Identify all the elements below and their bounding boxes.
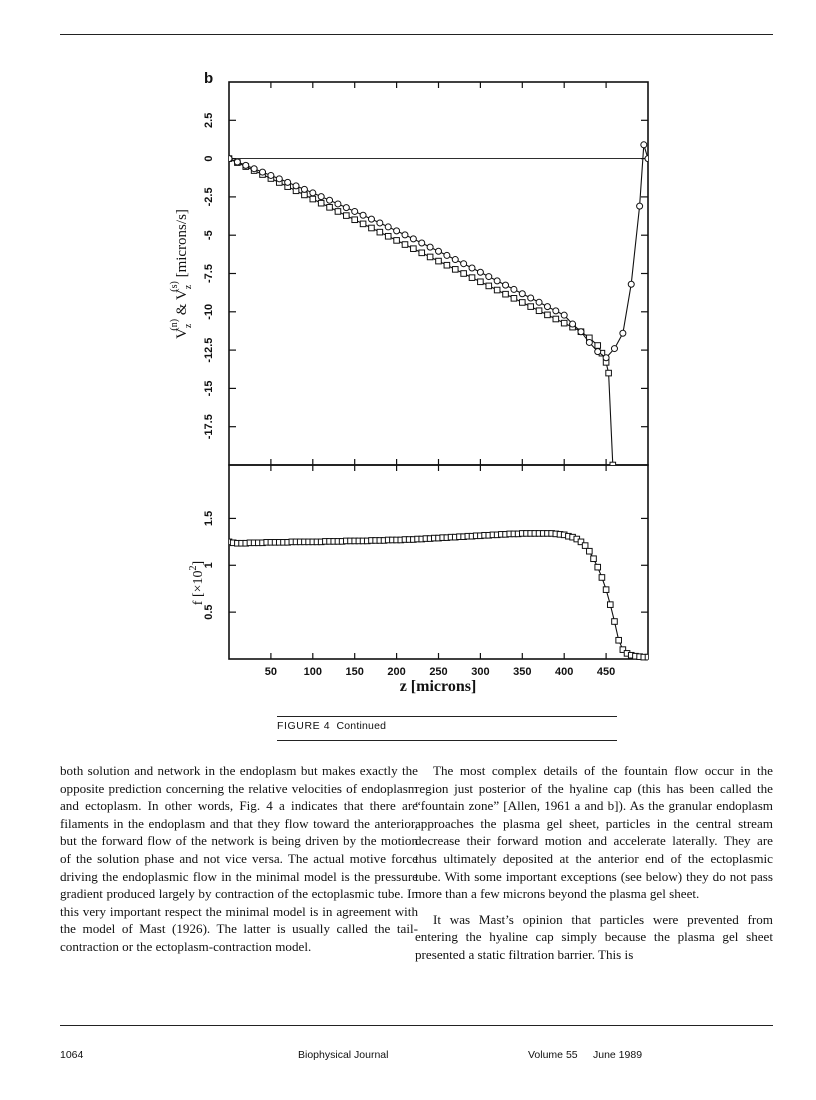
data-point — [519, 291, 525, 297]
data-point — [335, 201, 341, 207]
x-tick-label: 100 — [303, 666, 322, 678]
y-axis-label-part: V — [174, 328, 190, 339]
caption-text: Continued — [336, 720, 387, 732]
data-point — [520, 300, 526, 306]
y-tick-label: -2.5 — [203, 187, 215, 207]
data-point — [606, 370, 612, 376]
data-point — [226, 156, 232, 162]
y-axis-label-part: & — [174, 300, 190, 319]
data-point — [528, 295, 534, 301]
data-point — [276, 176, 282, 182]
right-column — [415, 762, 773, 964]
data-point — [610, 462, 616, 468]
y-tick-label: 2.5 — [203, 112, 215, 128]
data-point — [528, 304, 534, 310]
footer-journal: Biophysical Journal — [298, 1049, 389, 1061]
data-point — [477, 269, 483, 275]
data-point — [536, 308, 542, 314]
y-tick-label: -7.5 — [203, 264, 215, 283]
data-point — [394, 238, 400, 244]
data-point — [360, 221, 366, 227]
data-point — [511, 296, 517, 302]
data-point — [595, 349, 601, 355]
data-point — [536, 299, 542, 305]
data-point — [402, 242, 408, 248]
data-point — [368, 216, 374, 222]
panel-label: b — [204, 70, 214, 87]
data-point — [503, 282, 509, 288]
x-tick-label: 250 — [429, 666, 448, 678]
data-point — [511, 286, 517, 292]
data-point — [427, 254, 433, 260]
left-column — [60, 762, 418, 956]
data-point — [578, 329, 584, 335]
data-point — [310, 196, 316, 202]
paragraph: both solution and network in the endoplasm but makes exactly the opposite prediction concerning the relative velocities of endoplasm and ectoplasm. In other words, Fig. 4 a indicates that there are filaments in the endoplasm and that they flow toward the anterior, but the forward flow of the network is being driven by the motion of the solution phase and not vice versa. The actual motive force driving the endoplasmic flow in the minimal model is the pressure gradient produced largely by contraction of the ectoplasmic tube. In this very important respect the minimal model is in agreement with the model of Mast (1926). The latter is usually called the tail-contraction or the ectoplasm-contraction model. — [60, 763, 418, 954]
y-axis-label-part: f [×10 — [191, 570, 206, 606]
y-axis-label — [169, 209, 194, 339]
y-axis-label-part: z — [183, 284, 194, 290]
data-point — [310, 190, 316, 196]
data-point — [620, 330, 626, 336]
data-point — [595, 343, 601, 349]
data-point — [570, 321, 576, 327]
y-tick-label: -5 — [203, 230, 215, 241]
x-tick-label: 200 — [387, 666, 406, 678]
y-tick-label: -12.5 — [203, 337, 215, 363]
top-plot-frame — [229, 82, 648, 465]
data-point — [494, 278, 500, 284]
data-point — [637, 203, 643, 209]
data-point — [344, 213, 350, 219]
x-tick-label: 50 — [264, 666, 278, 678]
data-point — [461, 271, 467, 277]
data-point — [419, 250, 425, 256]
x-tick-label: 150 — [345, 666, 364, 678]
y-axis-label-part: z — [183, 323, 194, 329]
footer-page-number: 1064 — [60, 1049, 84, 1061]
data-point — [645, 156, 651, 162]
data-point — [419, 240, 425, 246]
data-point — [587, 548, 593, 554]
data-point — [436, 248, 442, 254]
data-point — [377, 229, 383, 235]
data-point — [561, 320, 567, 326]
y-axis-label-part: 2 — [188, 565, 199, 571]
footer-volume: Volume 55 — [528, 1049, 578, 1061]
data-point — [561, 312, 567, 318]
data-point — [444, 252, 450, 258]
data-point — [545, 312, 551, 318]
data-point — [612, 619, 618, 625]
data-point — [494, 287, 500, 293]
x-tick-label: 300 — [471, 666, 490, 678]
caption-label: FIGURE 4 — [277, 720, 331, 732]
data-point — [377, 220, 383, 226]
data-point — [327, 197, 333, 203]
y-axis-label-part: [microns/s] — [174, 209, 190, 282]
data-point — [469, 275, 475, 281]
data-point — [603, 355, 609, 361]
data-point — [586, 339, 592, 345]
data-point — [444, 262, 450, 268]
paragraph: The most complex details of the fountain flow occur in the region just posterior of the hyaline cap (this has been called the “fountain zone” [Allen, 1961 a and b]). As the granular endoplasm approaches the plasma gel sheet, particles in the central stream decrease their forward motion and accelerate laterally. They are thus ultimately deposited at the anterior end of the ectoplasmic tube. With some important exceptions (see below) they do not pass more than a few microns beyond the plasma gel sheet. — [415, 763, 773, 902]
data-point — [352, 217, 358, 223]
data-point — [318, 200, 324, 206]
data-point — [486, 274, 492, 280]
data-point — [469, 265, 475, 271]
data-point — [402, 232, 408, 238]
data-point — [553, 308, 559, 314]
data-point — [385, 233, 391, 239]
data-point — [285, 179, 291, 185]
y-tick-label: 1 — [203, 562, 215, 569]
f-series-line — [229, 533, 648, 657]
data-point — [452, 257, 458, 263]
y-axis-label-part: (n) — [169, 318, 180, 331]
y-tick-label: 0 — [203, 155, 215, 162]
y-axis-label-part: V — [174, 289, 190, 301]
data-point — [599, 575, 605, 581]
caption-rule-top — [277, 716, 617, 717]
x-tick-label: 450 — [596, 666, 616, 678]
bottom-plot-frame — [229, 465, 648, 659]
data-point — [616, 637, 622, 643]
y-tick-label: 1.5 — [203, 510, 215, 527]
data-point — [302, 192, 308, 198]
data-point — [411, 246, 417, 252]
x-tick-label: 400 — [555, 666, 574, 678]
data-point — [628, 281, 634, 287]
data-point — [607, 602, 613, 608]
y-tick-label: -17.5 — [203, 414, 215, 440]
x-tick-label: 350 — [513, 666, 532, 678]
data-point — [243, 162, 249, 168]
y-axis-label-part: (s) — [169, 281, 180, 292]
data-point — [260, 169, 266, 175]
figure-caption — [277, 720, 386, 732]
data-point — [318, 194, 324, 200]
footer-date: June 1989 — [593, 1049, 643, 1061]
data-point — [335, 209, 341, 215]
data-point — [595, 564, 601, 570]
data-point — [427, 244, 433, 250]
paragraph: It was Mast’s opinion that particles were prevented from entering the hyaline cap simply because the plasma gel sheet presented a static filtration barrier. This is — [415, 911, 773, 962]
x-axis-label: z [microns] — [399, 678, 477, 695]
data-point — [343, 205, 349, 211]
data-point — [645, 654, 651, 660]
data-point — [486, 283, 492, 289]
data-point — [360, 212, 366, 218]
data-point — [352, 208, 358, 214]
data-point — [461, 261, 467, 267]
data-point — [410, 236, 416, 242]
data-point — [394, 228, 400, 234]
data-point — [385, 224, 391, 230]
data-point — [268, 172, 274, 178]
footer-rule — [60, 1025, 773, 1026]
data-point — [503, 291, 509, 297]
data-point — [582, 543, 588, 549]
data-point — [603, 587, 609, 593]
data-point — [293, 183, 299, 189]
data-point — [544, 304, 550, 310]
data-point — [452, 267, 458, 273]
data-point — [591, 556, 597, 562]
data-point — [234, 159, 240, 165]
data-point — [641, 142, 647, 148]
y-tick-label: -15 — [203, 380, 215, 397]
f-series — [226, 531, 651, 660]
data-point — [301, 186, 307, 192]
y-axis-label-part: ] — [191, 560, 206, 566]
solution-velocity-series — [226, 142, 651, 361]
y-tick-label: -10 — [203, 303, 215, 320]
data-point — [611, 346, 617, 352]
caption-rule-bottom — [277, 740, 617, 741]
y-tick-label: 0.5 — [203, 604, 215, 620]
data-point — [327, 205, 333, 211]
data-point — [478, 279, 484, 285]
data-point — [436, 258, 442, 264]
data-point — [251, 166, 257, 172]
data-point — [553, 316, 559, 322]
data-point — [369, 225, 375, 231]
